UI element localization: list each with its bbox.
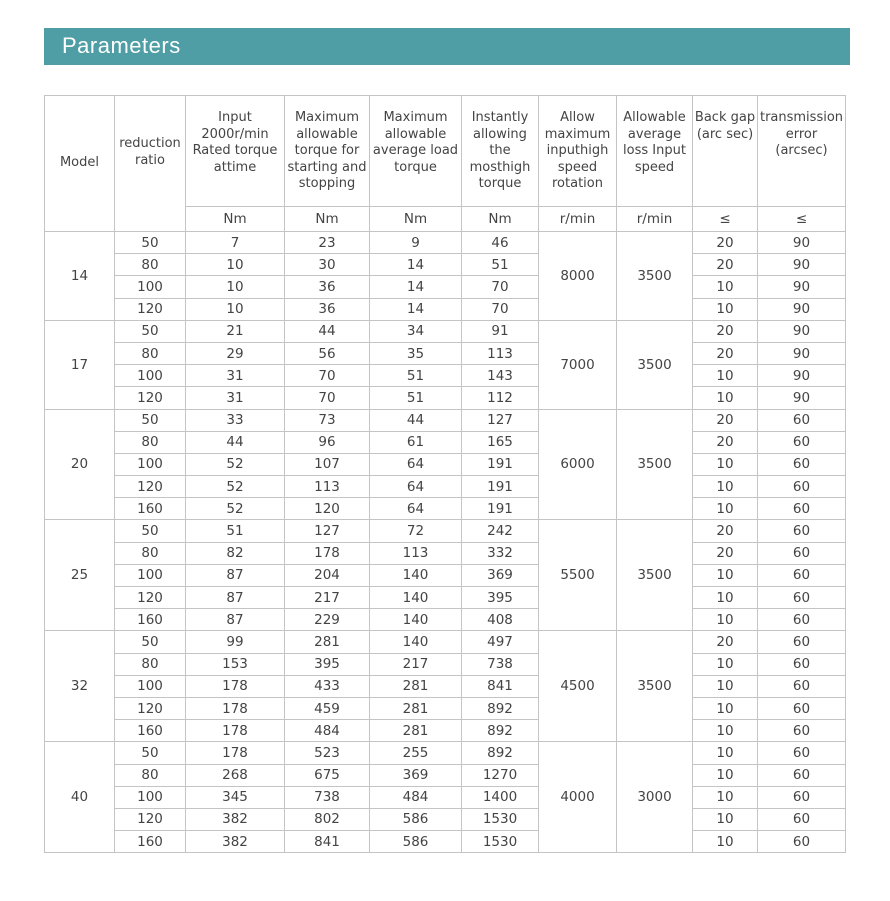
rated-torque-cell: 31 — [186, 387, 285, 409]
transmission-error-cell: 60 — [758, 697, 846, 719]
instant-torque-cell: 191 — [462, 498, 539, 520]
instant-torque-cell: 165 — [462, 431, 539, 453]
ratio-cell: 50 — [115, 409, 186, 431]
avg-load-torque-cell: 44 — [370, 409, 462, 431]
transmission-error-cell: 90 — [758, 232, 846, 254]
start-stop-torque-cell: 120 — [285, 498, 370, 520]
rated-torque-cell: 7 — [186, 232, 285, 254]
max-input-speed-cell: 8000 — [539, 232, 617, 321]
table-row — [45, 365, 846, 387]
instant-torque-cell: 408 — [462, 609, 539, 631]
table-row — [45, 476, 846, 498]
transmission-error-cell: 60 — [758, 564, 846, 586]
rated-torque-cell: 10 — [186, 276, 285, 298]
table-row — [45, 697, 846, 719]
model-cell: 32 — [45, 631, 115, 742]
instant-torque-cell: 112 — [462, 387, 539, 409]
rated-torque-cell: 44 — [186, 431, 285, 453]
avg-load-torque-cell: 217 — [370, 653, 462, 675]
table-body — [45, 232, 846, 853]
back-gap-cell: 10 — [693, 276, 758, 298]
back-gap-cell: 20 — [693, 232, 758, 254]
ratio-cell: 160 — [115, 831, 186, 853]
back-gap-cell: 20 — [693, 520, 758, 542]
rated-torque-cell: 52 — [186, 453, 285, 475]
avg-load-torque-cell: 281 — [370, 720, 462, 742]
start-stop-torque-cell: 73 — [285, 409, 370, 431]
avg-input-speed-cell: 3500 — [617, 520, 693, 631]
rated-torque-cell: 10 — [186, 298, 285, 320]
back-gap-cell: 10 — [693, 564, 758, 586]
transmission-error-cell: 60 — [758, 831, 846, 853]
ratio-cell: 80 — [115, 254, 186, 276]
unit-cell: ≤ — [693, 207, 758, 232]
table-row — [45, 520, 846, 542]
avg-load-torque-cell: 586 — [370, 831, 462, 853]
transmission-error-cell: 60 — [758, 453, 846, 475]
model-cell: 40 — [45, 742, 115, 853]
unit-cell: Nm — [370, 207, 462, 232]
table-row — [45, 587, 846, 609]
unit-cell: r/min — [617, 207, 693, 232]
avg-input-speed-cell: 3500 — [617, 409, 693, 520]
instant-torque-cell: 46 — [462, 232, 539, 254]
instant-torque-cell: 91 — [462, 320, 539, 342]
rated-torque-cell: 21 — [186, 320, 285, 342]
avg-load-torque-cell: 140 — [370, 587, 462, 609]
rated-torque-cell: 153 — [186, 653, 285, 675]
instant-torque-cell: 242 — [462, 520, 539, 542]
ratio-cell: 100 — [115, 564, 186, 586]
avg-load-torque-cell: 51 — [370, 387, 462, 409]
start-stop-torque-cell: 484 — [285, 720, 370, 742]
rated-torque-cell: 178 — [186, 720, 285, 742]
instant-torque-cell: 369 — [462, 564, 539, 586]
table-row — [45, 387, 846, 409]
transmission-error-cell: 60 — [758, 675, 846, 697]
start-stop-torque-cell: 56 — [285, 342, 370, 364]
avg-load-torque-cell: 113 — [370, 542, 462, 564]
avg-load-torque-cell: 64 — [370, 476, 462, 498]
max-input-speed-cell: 4000 — [539, 742, 617, 853]
avg-load-torque-cell: 9 — [370, 232, 462, 254]
rated-torque-cell: 52 — [186, 498, 285, 520]
avg-load-torque-cell: 255 — [370, 742, 462, 764]
start-stop-torque-cell: 36 — [285, 276, 370, 298]
ratio-cell: 120 — [115, 298, 186, 320]
transmission-error-cell: 90 — [758, 342, 846, 364]
avg-input-speed-cell: 3500 — [617, 631, 693, 742]
back-gap-cell: 10 — [693, 453, 758, 475]
table-row — [45, 564, 846, 586]
table-row — [45, 342, 846, 364]
back-gap-cell: 10 — [693, 808, 758, 830]
ratio-cell: 160 — [115, 498, 186, 520]
back-gap-cell: 20 — [693, 342, 758, 364]
back-gap-cell: 10 — [693, 742, 758, 764]
start-stop-torque-cell: 802 — [285, 808, 370, 830]
header-transmission-error: transmission error (arcsec) — [758, 96, 846, 207]
avg-load-torque-cell: 72 — [370, 520, 462, 542]
rated-torque-cell: 382 — [186, 808, 285, 830]
avg-load-torque-cell: 51 — [370, 365, 462, 387]
transmission-error-cell: 60 — [758, 587, 846, 609]
avg-load-torque-cell: 61 — [370, 431, 462, 453]
header-model: Model — [45, 96, 115, 232]
rated-torque-cell: 82 — [186, 542, 285, 564]
instant-torque-cell: 738 — [462, 653, 539, 675]
model-cell: 17 — [45, 320, 115, 409]
instant-torque-cell: 1400 — [462, 786, 539, 808]
header-back-gap: Back gap (arc sec) — [693, 96, 758, 207]
start-stop-torque-cell: 675 — [285, 764, 370, 786]
rated-torque-cell: 29 — [186, 342, 285, 364]
transmission-error-cell: 60 — [758, 476, 846, 498]
back-gap-cell: 20 — [693, 542, 758, 564]
transmission-error-cell: 60 — [758, 520, 846, 542]
transmission-error-cell: 90 — [758, 276, 846, 298]
start-stop-torque-cell: 23 — [285, 232, 370, 254]
instant-torque-cell: 892 — [462, 720, 539, 742]
transmission-error-cell: 60 — [758, 542, 846, 564]
table-row — [45, 498, 846, 520]
back-gap-cell: 10 — [693, 653, 758, 675]
ratio-cell: 100 — [115, 453, 186, 475]
instant-torque-cell: 1530 — [462, 808, 539, 830]
rated-torque-cell: 268 — [186, 764, 285, 786]
transmission-error-cell: 90 — [758, 254, 846, 276]
header-max-avg-load-torque: Maximum allowable average load torque — [370, 96, 462, 207]
start-stop-torque-cell: 44 — [285, 320, 370, 342]
table-row — [45, 431, 846, 453]
rated-torque-cell: 87 — [186, 587, 285, 609]
rated-torque-cell: 178 — [186, 742, 285, 764]
table-row — [45, 609, 846, 631]
back-gap-cell: 20 — [693, 320, 758, 342]
back-gap-cell: 10 — [693, 697, 758, 719]
table-row — [45, 232, 846, 254]
instant-torque-cell: 113 — [462, 342, 539, 364]
back-gap-cell: 10 — [693, 831, 758, 853]
avg-load-torque-cell: 484 — [370, 786, 462, 808]
header-rated-torque: Input 2000r/min Rated torque attime — [186, 96, 285, 207]
transmission-error-cell: 60 — [758, 653, 846, 675]
ratio-cell: 120 — [115, 587, 186, 609]
model-cell: 20 — [45, 409, 115, 520]
instant-torque-cell: 395 — [462, 587, 539, 609]
transmission-error-cell: 60 — [758, 786, 846, 808]
rated-torque-cell: 178 — [186, 675, 285, 697]
model-cell: 25 — [45, 520, 115, 631]
max-input-speed-cell: 5500 — [539, 520, 617, 631]
back-gap-cell: 20 — [693, 631, 758, 653]
ratio-cell: 100 — [115, 365, 186, 387]
unit-cell: Nm — [285, 207, 370, 232]
rated-torque-cell: 33 — [186, 409, 285, 431]
start-stop-torque-cell: 107 — [285, 453, 370, 475]
back-gap-cell: 10 — [693, 786, 758, 808]
table-row — [45, 742, 846, 764]
back-gap-cell: 10 — [693, 764, 758, 786]
instant-torque-cell: 191 — [462, 453, 539, 475]
transmission-error-cell: 60 — [758, 808, 846, 830]
back-gap-cell: 10 — [693, 476, 758, 498]
transmission-error-cell: 60 — [758, 431, 846, 453]
ratio-cell: 100 — [115, 276, 186, 298]
transmission-error-cell: 90 — [758, 298, 846, 320]
avg-load-torque-cell: 140 — [370, 564, 462, 586]
header-max-start-stop-torque: Maximum allowable torque for starting and stopping — [285, 96, 370, 207]
rated-torque-cell: 10 — [186, 254, 285, 276]
start-stop-torque-cell: 30 — [285, 254, 370, 276]
ratio-cell: 120 — [115, 387, 186, 409]
back-gap-cell: 10 — [693, 298, 758, 320]
start-stop-torque-cell: 841 — [285, 831, 370, 853]
back-gap-cell: 10 — [693, 609, 758, 631]
avg-load-torque-cell: 140 — [370, 631, 462, 653]
transmission-error-cell: 60 — [758, 409, 846, 431]
start-stop-torque-cell: 178 — [285, 542, 370, 564]
start-stop-torque-cell: 70 — [285, 387, 370, 409]
rated-torque-cell: 52 — [186, 476, 285, 498]
avg-load-torque-cell: 281 — [370, 675, 462, 697]
avg-load-torque-cell: 586 — [370, 808, 462, 830]
avg-input-speed-cell: 3000 — [617, 742, 693, 853]
avg-load-torque-cell: 34 — [370, 320, 462, 342]
table-row — [45, 542, 846, 564]
transmission-error-cell: 90 — [758, 320, 846, 342]
start-stop-torque-cell: 70 — [285, 365, 370, 387]
instant-torque-cell: 127 — [462, 409, 539, 431]
table-row — [45, 276, 846, 298]
start-stop-torque-cell: 229 — [285, 609, 370, 631]
avg-load-torque-cell: 281 — [370, 697, 462, 719]
instant-torque-cell: 1270 — [462, 764, 539, 786]
instant-torque-cell: 70 — [462, 276, 539, 298]
avg-load-torque-cell: 140 — [370, 609, 462, 631]
unit-cell: Nm — [186, 207, 285, 232]
back-gap-cell: 20 — [693, 409, 758, 431]
instant-torque-cell: 892 — [462, 697, 539, 719]
header-reduction-ratio: reduction ratio — [115, 96, 186, 232]
table-row — [45, 254, 846, 276]
max-input-speed-cell: 7000 — [539, 320, 617, 409]
ratio-cell: 120 — [115, 808, 186, 830]
transmission-error-cell: 60 — [758, 609, 846, 631]
avg-load-torque-cell: 35 — [370, 342, 462, 364]
back-gap-cell: 20 — [693, 431, 758, 453]
table-row — [45, 675, 846, 697]
start-stop-torque-cell: 281 — [285, 631, 370, 653]
header-avg-input-speed: Allowable average loss Input speed — [617, 96, 693, 207]
rated-torque-cell: 31 — [186, 365, 285, 387]
header-instant-max-torque: Instantly allowing the mosthigh torque — [462, 96, 539, 207]
back-gap-cell: 10 — [693, 365, 758, 387]
start-stop-torque-cell: 36 — [285, 298, 370, 320]
ratio-cell: 50 — [115, 520, 186, 542]
table-row — [45, 631, 846, 653]
ratio-cell: 120 — [115, 697, 186, 719]
ratio-cell: 50 — [115, 742, 186, 764]
unit-cell: ≤ — [758, 207, 846, 232]
table-row — [45, 764, 846, 786]
table-row — [45, 831, 846, 853]
avg-load-torque-cell: 64 — [370, 498, 462, 520]
ratio-cell: 160 — [115, 609, 186, 631]
start-stop-torque-cell: 217 — [285, 587, 370, 609]
instant-torque-cell: 497 — [462, 631, 539, 653]
instant-torque-cell: 841 — [462, 675, 539, 697]
transmission-error-cell: 90 — [758, 387, 846, 409]
start-stop-torque-cell: 523 — [285, 742, 370, 764]
rated-torque-cell: 87 — [186, 609, 285, 631]
avg-load-torque-cell: 14 — [370, 298, 462, 320]
instant-torque-cell: 191 — [462, 476, 539, 498]
instant-torque-cell: 892 — [462, 742, 539, 764]
start-stop-torque-cell: 127 — [285, 520, 370, 542]
back-gap-cell: 10 — [693, 675, 758, 697]
unit-cell: Nm — [462, 207, 539, 232]
table-row — [45, 453, 846, 475]
table-row — [45, 409, 846, 431]
table-row — [45, 808, 846, 830]
section-title: Parameters — [62, 33, 181, 58]
start-stop-torque-cell: 433 — [285, 675, 370, 697]
instant-torque-cell: 1530 — [462, 831, 539, 853]
avg-load-torque-cell: 369 — [370, 764, 462, 786]
avg-input-speed-cell: 3500 — [617, 232, 693, 321]
back-gap-cell: 20 — [693, 254, 758, 276]
rated-torque-cell: 382 — [186, 831, 285, 853]
ratio-cell: 80 — [115, 764, 186, 786]
table-row — [45, 320, 846, 342]
back-gap-cell: 10 — [693, 498, 758, 520]
ratio-cell: 80 — [115, 342, 186, 364]
instant-torque-cell: 143 — [462, 365, 539, 387]
table-row — [45, 786, 846, 808]
rated-torque-cell: 99 — [186, 631, 285, 653]
start-stop-torque-cell: 738 — [285, 786, 370, 808]
ratio-cell: 80 — [115, 431, 186, 453]
section-banner — [44, 28, 850, 65]
instant-torque-cell: 332 — [462, 542, 539, 564]
rated-torque-cell: 345 — [186, 786, 285, 808]
header-max-input-speed: Allow maximum inputhigh speed rotation — [539, 96, 617, 207]
back-gap-cell: 10 — [693, 587, 758, 609]
rated-torque-cell: 51 — [186, 520, 285, 542]
table-row — [45, 653, 846, 675]
avg-load-torque-cell: 64 — [370, 453, 462, 475]
max-input-speed-cell: 6000 — [539, 409, 617, 520]
header-row — [45, 96, 846, 207]
ratio-cell: 50 — [115, 232, 186, 254]
ratio-cell: 50 — [115, 631, 186, 653]
ratio-cell: 50 — [115, 320, 186, 342]
transmission-error-cell: 90 — [758, 365, 846, 387]
start-stop-torque-cell: 204 — [285, 564, 370, 586]
ratio-cell: 120 — [115, 476, 186, 498]
ratio-cell: 100 — [115, 675, 186, 697]
back-gap-cell: 10 — [693, 387, 758, 409]
transmission-error-cell: 60 — [758, 498, 846, 520]
transmission-error-cell: 60 — [758, 720, 846, 742]
avg-input-speed-cell: 3500 — [617, 320, 693, 409]
rated-torque-cell: 87 — [186, 564, 285, 586]
parameters-table — [44, 95, 846, 853]
rated-torque-cell: 178 — [186, 697, 285, 719]
ratio-cell: 80 — [115, 542, 186, 564]
start-stop-torque-cell: 113 — [285, 476, 370, 498]
transmission-error-cell: 60 — [758, 742, 846, 764]
ratio-cell: 80 — [115, 653, 186, 675]
instant-torque-cell: 51 — [462, 254, 539, 276]
avg-load-torque-cell: 14 — [370, 276, 462, 298]
transmission-error-cell: 60 — [758, 631, 846, 653]
ratio-cell: 160 — [115, 720, 186, 742]
start-stop-torque-cell: 395 — [285, 653, 370, 675]
table-row — [45, 720, 846, 742]
transmission-error-cell: 60 — [758, 764, 846, 786]
avg-load-torque-cell: 14 — [370, 254, 462, 276]
max-input-speed-cell: 4500 — [539, 631, 617, 742]
start-stop-torque-cell: 459 — [285, 697, 370, 719]
instant-torque-cell: 70 — [462, 298, 539, 320]
model-cell: 14 — [45, 232, 115, 321]
start-stop-torque-cell: 96 — [285, 431, 370, 453]
back-gap-cell: 10 — [693, 720, 758, 742]
unit-cell: r/min — [539, 207, 617, 232]
table-row — [45, 298, 846, 320]
ratio-cell: 100 — [115, 786, 186, 808]
